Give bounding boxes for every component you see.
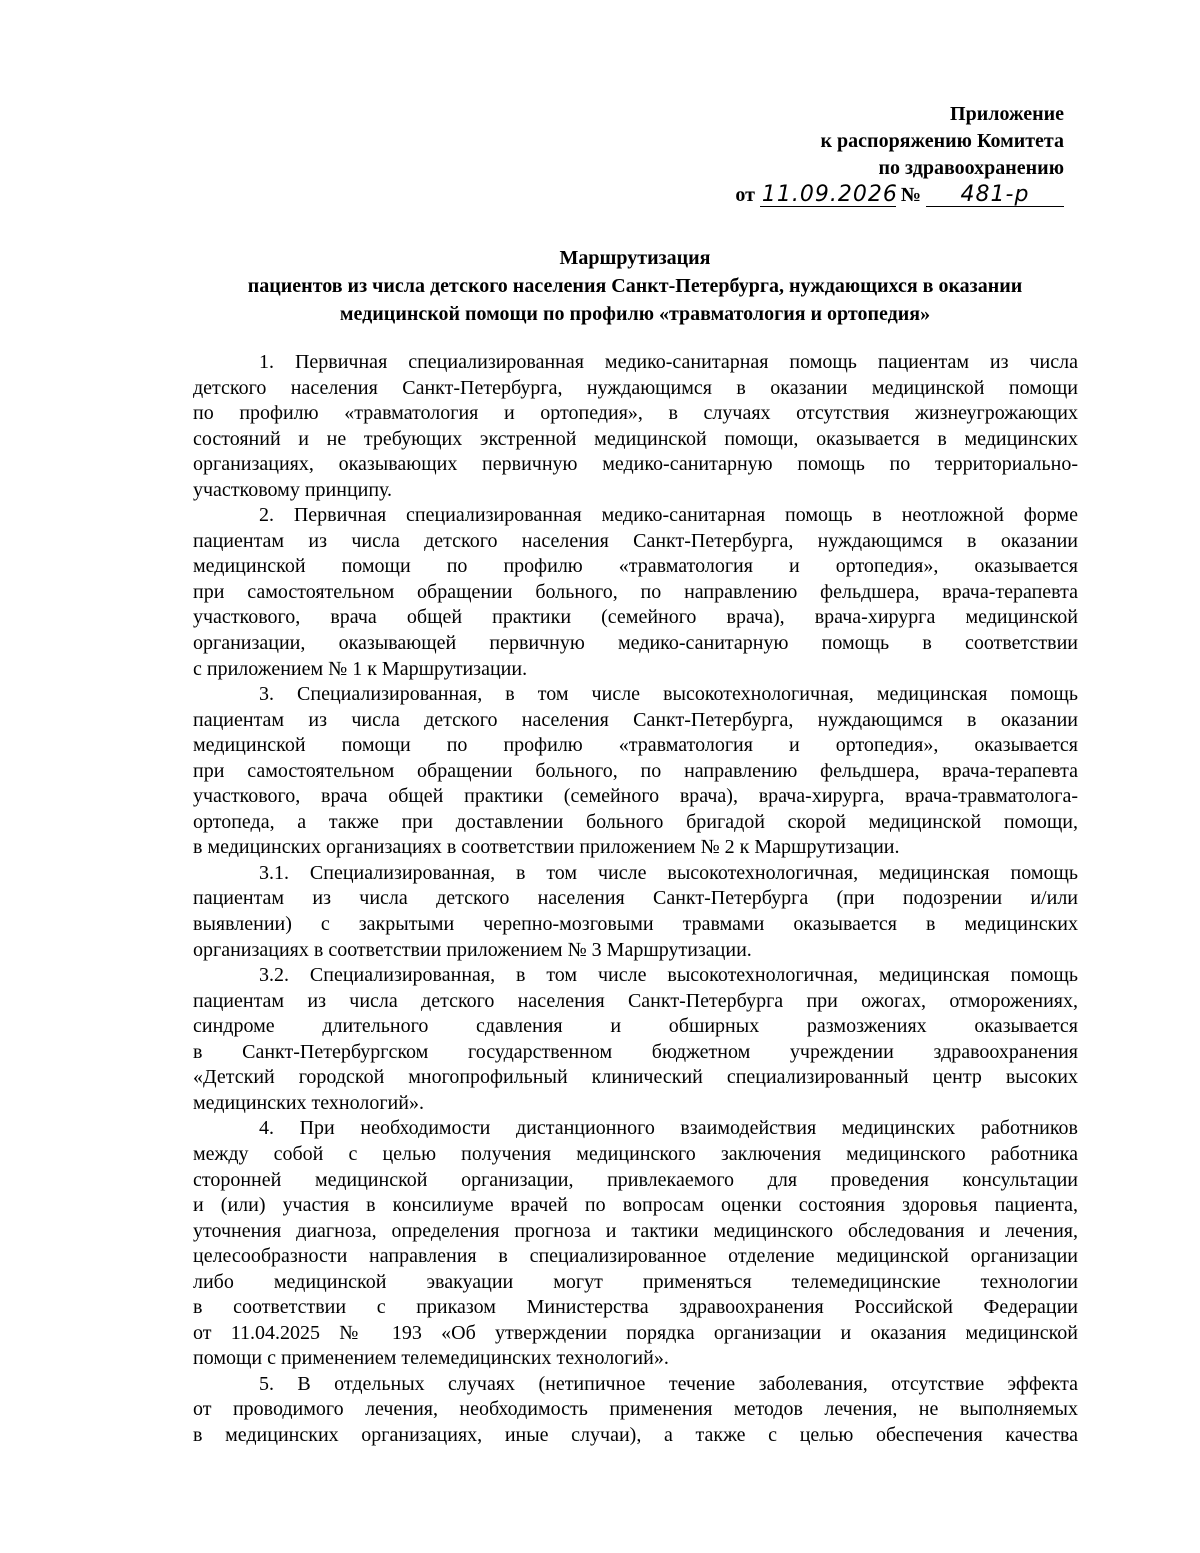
paragraph xyxy=(193,1116,1078,1371)
text-line: в медицинских организациях в соответствии приложением № 2 к Маршрутизации. xyxy=(193,836,900,859)
text-line: с приложением № 1 к Маршрутизации. xyxy=(193,657,528,680)
paragraph xyxy=(193,682,1078,861)
text-line: от проводимого лечения, необходимость применения методов лечения, не выполняемых xyxy=(193,1398,1078,1421)
text-line: по профилю «травматология и ортопедия», в случаях отсутствия жизнеугрожающих xyxy=(193,402,1078,425)
appendix-header xyxy=(735,101,1064,209)
handwritten-date: 11.09.2026 xyxy=(761,182,898,207)
paragraph xyxy=(193,350,1078,503)
text-line: ортопеда, а также при доставлении больного бригадой скорой медицинской помощи, xyxy=(193,810,1078,833)
title-line-3: медицинской помощи по профилю «травматология и ортопедия» xyxy=(339,303,931,325)
text-line: «Детский городской многопрофильный клинический специализированный центр высоких xyxy=(193,1066,1078,1089)
document-title xyxy=(180,244,1090,328)
text-line: 2. Первичная специализированная медико-санитарная помощь в неотложной форме xyxy=(259,504,1078,527)
text-line: участкового, врача общей практики (семейного врача), врача-хирурга, врача-травматолога- xyxy=(193,785,1078,808)
text-line: пациентам из числа детского населения Санкт-Петербурга, нуждающимся в оказании xyxy=(193,708,1078,731)
text-line: участковому принципу. xyxy=(193,478,393,501)
appendix-date-number xyxy=(735,182,1064,209)
text-line: в соответствии с приказом Министерства здравоохранения Российской Федерации xyxy=(193,1296,1078,1319)
paragraph xyxy=(193,503,1078,682)
text-line: 3.1. Специализированная, в том числе высокотехнологичная, медицинская помощь xyxy=(259,861,1078,884)
text-line: участкового, врача общей практики (семейного врача), врача-хирурга медицинской xyxy=(193,606,1078,629)
text-line: помощи с применением телемедицинских технологий». xyxy=(193,1347,669,1370)
text-line: и (или) участия в консилиуме врачей по вопросам оценки состояния здоровья пациента, xyxy=(193,1194,1078,1217)
text-line: либо медицинской эвакуации могут применяться телемедицинские технологии xyxy=(193,1270,1078,1293)
text-line: в медицинских организациях, иные случаи), а также с целью обеспечения качества xyxy=(193,1423,1078,1446)
text-line: 4. При необходимости дистанционного взаимодействия медицинских работников xyxy=(259,1117,1078,1140)
appendix-label: Приложение xyxy=(950,103,1064,125)
date-prefix: от xyxy=(735,184,755,206)
text-line: организациях в соответствии приложением № 3 Маршрутизации. xyxy=(193,938,752,961)
document-body xyxy=(193,350,1078,1449)
text-line: пациентам из числа детского населения Санкт-Петербурга (при подозрении и/или xyxy=(193,887,1078,910)
text-line: 1. Первичная специализированная медико-санитарная помощь пациентам из числа xyxy=(259,351,1078,373)
text-line: при самостоятельном обращении больного, по направлению фельдшера, врача-терапевта xyxy=(193,580,1078,603)
text-line: уточнения диагноза, определения прогноза и тактики медицинского обследования и лечения, xyxy=(193,1219,1078,1242)
paragraph xyxy=(193,861,1078,963)
text-line: детского населения Санкт-Петербурга, нуждающимся в оказании медицинской помощи xyxy=(193,376,1078,399)
number-sign: № xyxy=(900,184,921,206)
text-line: от 11.04.2025 № 193 «Об утверждении порядка организации и оказания медицинской xyxy=(193,1321,1078,1344)
text-line: пациентам из числа детского населения Санкт-Петербурга, нуждающимся в оказании xyxy=(193,529,1078,552)
appendix-committee: по здравоохранению xyxy=(878,157,1064,179)
text-line: синдроме длительного сдавления и обширных размозжениях оказывается xyxy=(193,1015,1078,1038)
text-line: 3.2. Специализированная, в том числе высокотехнологичная, медицинская помощь xyxy=(259,964,1078,987)
text-line: медицинской помощи по профилю «травматология и ортопедия», оказывается xyxy=(193,734,1078,757)
text-line: медицинских технологий». xyxy=(193,1091,424,1114)
text-line: организации, оказывающей первичную медико-санитарную помощь в соответствии xyxy=(193,632,1078,655)
text-line: выявлении) с закрытыми черепно-мозговыми травмами оказывается в медицинских xyxy=(193,913,1078,936)
title-line-1: Маршрутизация xyxy=(559,247,711,269)
text-line: между собой с целью получения медицинского заключения медицинского работника xyxy=(193,1142,1078,1165)
text-line: состояний и не требующих экстренной медицинской помощи, оказывается в медицинских xyxy=(193,427,1078,450)
text-line: 5. В отдельных случаях (нетипичное течение заболевания, отсутствие эффекта xyxy=(259,1372,1078,1395)
text-line: организациях, оказывающих первичную медико-санитарную помощь по территориально- xyxy=(193,453,1078,476)
text-line: в Санкт-Петербургском государственном бюджетном учреждении здравоохранения xyxy=(193,1040,1078,1063)
title-line-2: пациентов из числа детского населения Санкт-Петербурга, нуждающихся в оказании xyxy=(247,275,1023,297)
handwritten-number: 481-р xyxy=(926,184,1064,207)
text-line: пациентам из числа детского населения Санкт-Петербурга при ожогах, отморожениях, xyxy=(193,989,1078,1012)
text-line: целесообразности направления в специализированное отделение медицинской организации xyxy=(193,1245,1078,1268)
text-line: при самостоятельном обращении больного, по направлению фельдшера, врача-терапевта xyxy=(193,759,1078,782)
text-line: медицинской помощи по профилю «травматология и ортопедия», оказывается xyxy=(193,555,1078,578)
text-line: 3. Специализированная, в том числе высокотехнологичная, медицинская помощь xyxy=(259,683,1078,706)
text-line: сторонней медицинской организации, привлекаемого для проведения консультации xyxy=(193,1168,1078,1191)
paragraph xyxy=(193,1372,1078,1449)
appendix-order-ref: к распоряжению Комитета xyxy=(820,130,1064,152)
paragraph xyxy=(193,963,1078,1116)
